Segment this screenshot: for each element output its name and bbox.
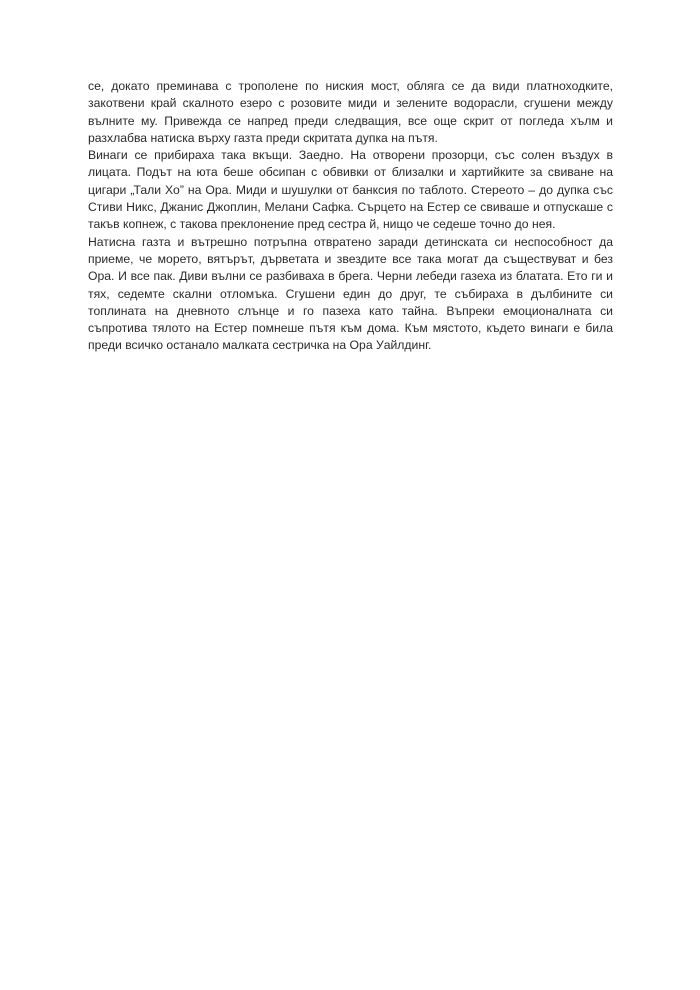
body-text bbox=[88, 78, 613, 355]
paragraph-2: Винаги се прибираха така вкъщи. Заедно. На отворени прозорци, със солен въздух в лицата. Подът на юта беше обсипан с обвивки от близалки и хартийките за свиване на цигари „Тали Хо” на Ора. Миди и шушулки от банксия по таблото. Стереото – до дупка със Стиви Никс, Джанис Джоплин, Мелани Сафка. Сърцето на Естер се свиваше и отпускаше с такъв копнеж, с такова преклонение пред сестра й, нищо че седеше точно до нея. bbox=[88, 148, 613, 232]
paragraph-1: се, докато преминава с трополене по ниския мост, обляга се да види платноходките, закотвени край скалното езеро с розовите миди и зелените водорасли, сгушени между вълните му. Привежда се напред преди следващия, все още скрит от погледа хълм и разхлабва натиска върху газта преди скритата дупка на пътя. bbox=[88, 79, 613, 145]
paragraph-3: Натисна газта и вътрешно потръпна отвратено заради детинската си неспособност да приеме, че морето, вятърът, дърветата и звездите все така могат да съществуват и без Ора. И все пак. Диви вълни се разбиваха в брега. Черни лебеди газеха из блатата. Ето ги и тях, седемте скални отломъка. Сгушени един до друг, те събираха в дълбините си топлината на дневното слънце и го пазеха като тайна. Въпреки емоционалната си съпротива тялото на Естер помнеше пътя към дома. Към мястото, където винаги е била преди всичко останало малката сестричка на Ора Уайлдинг. bbox=[88, 234, 613, 353]
